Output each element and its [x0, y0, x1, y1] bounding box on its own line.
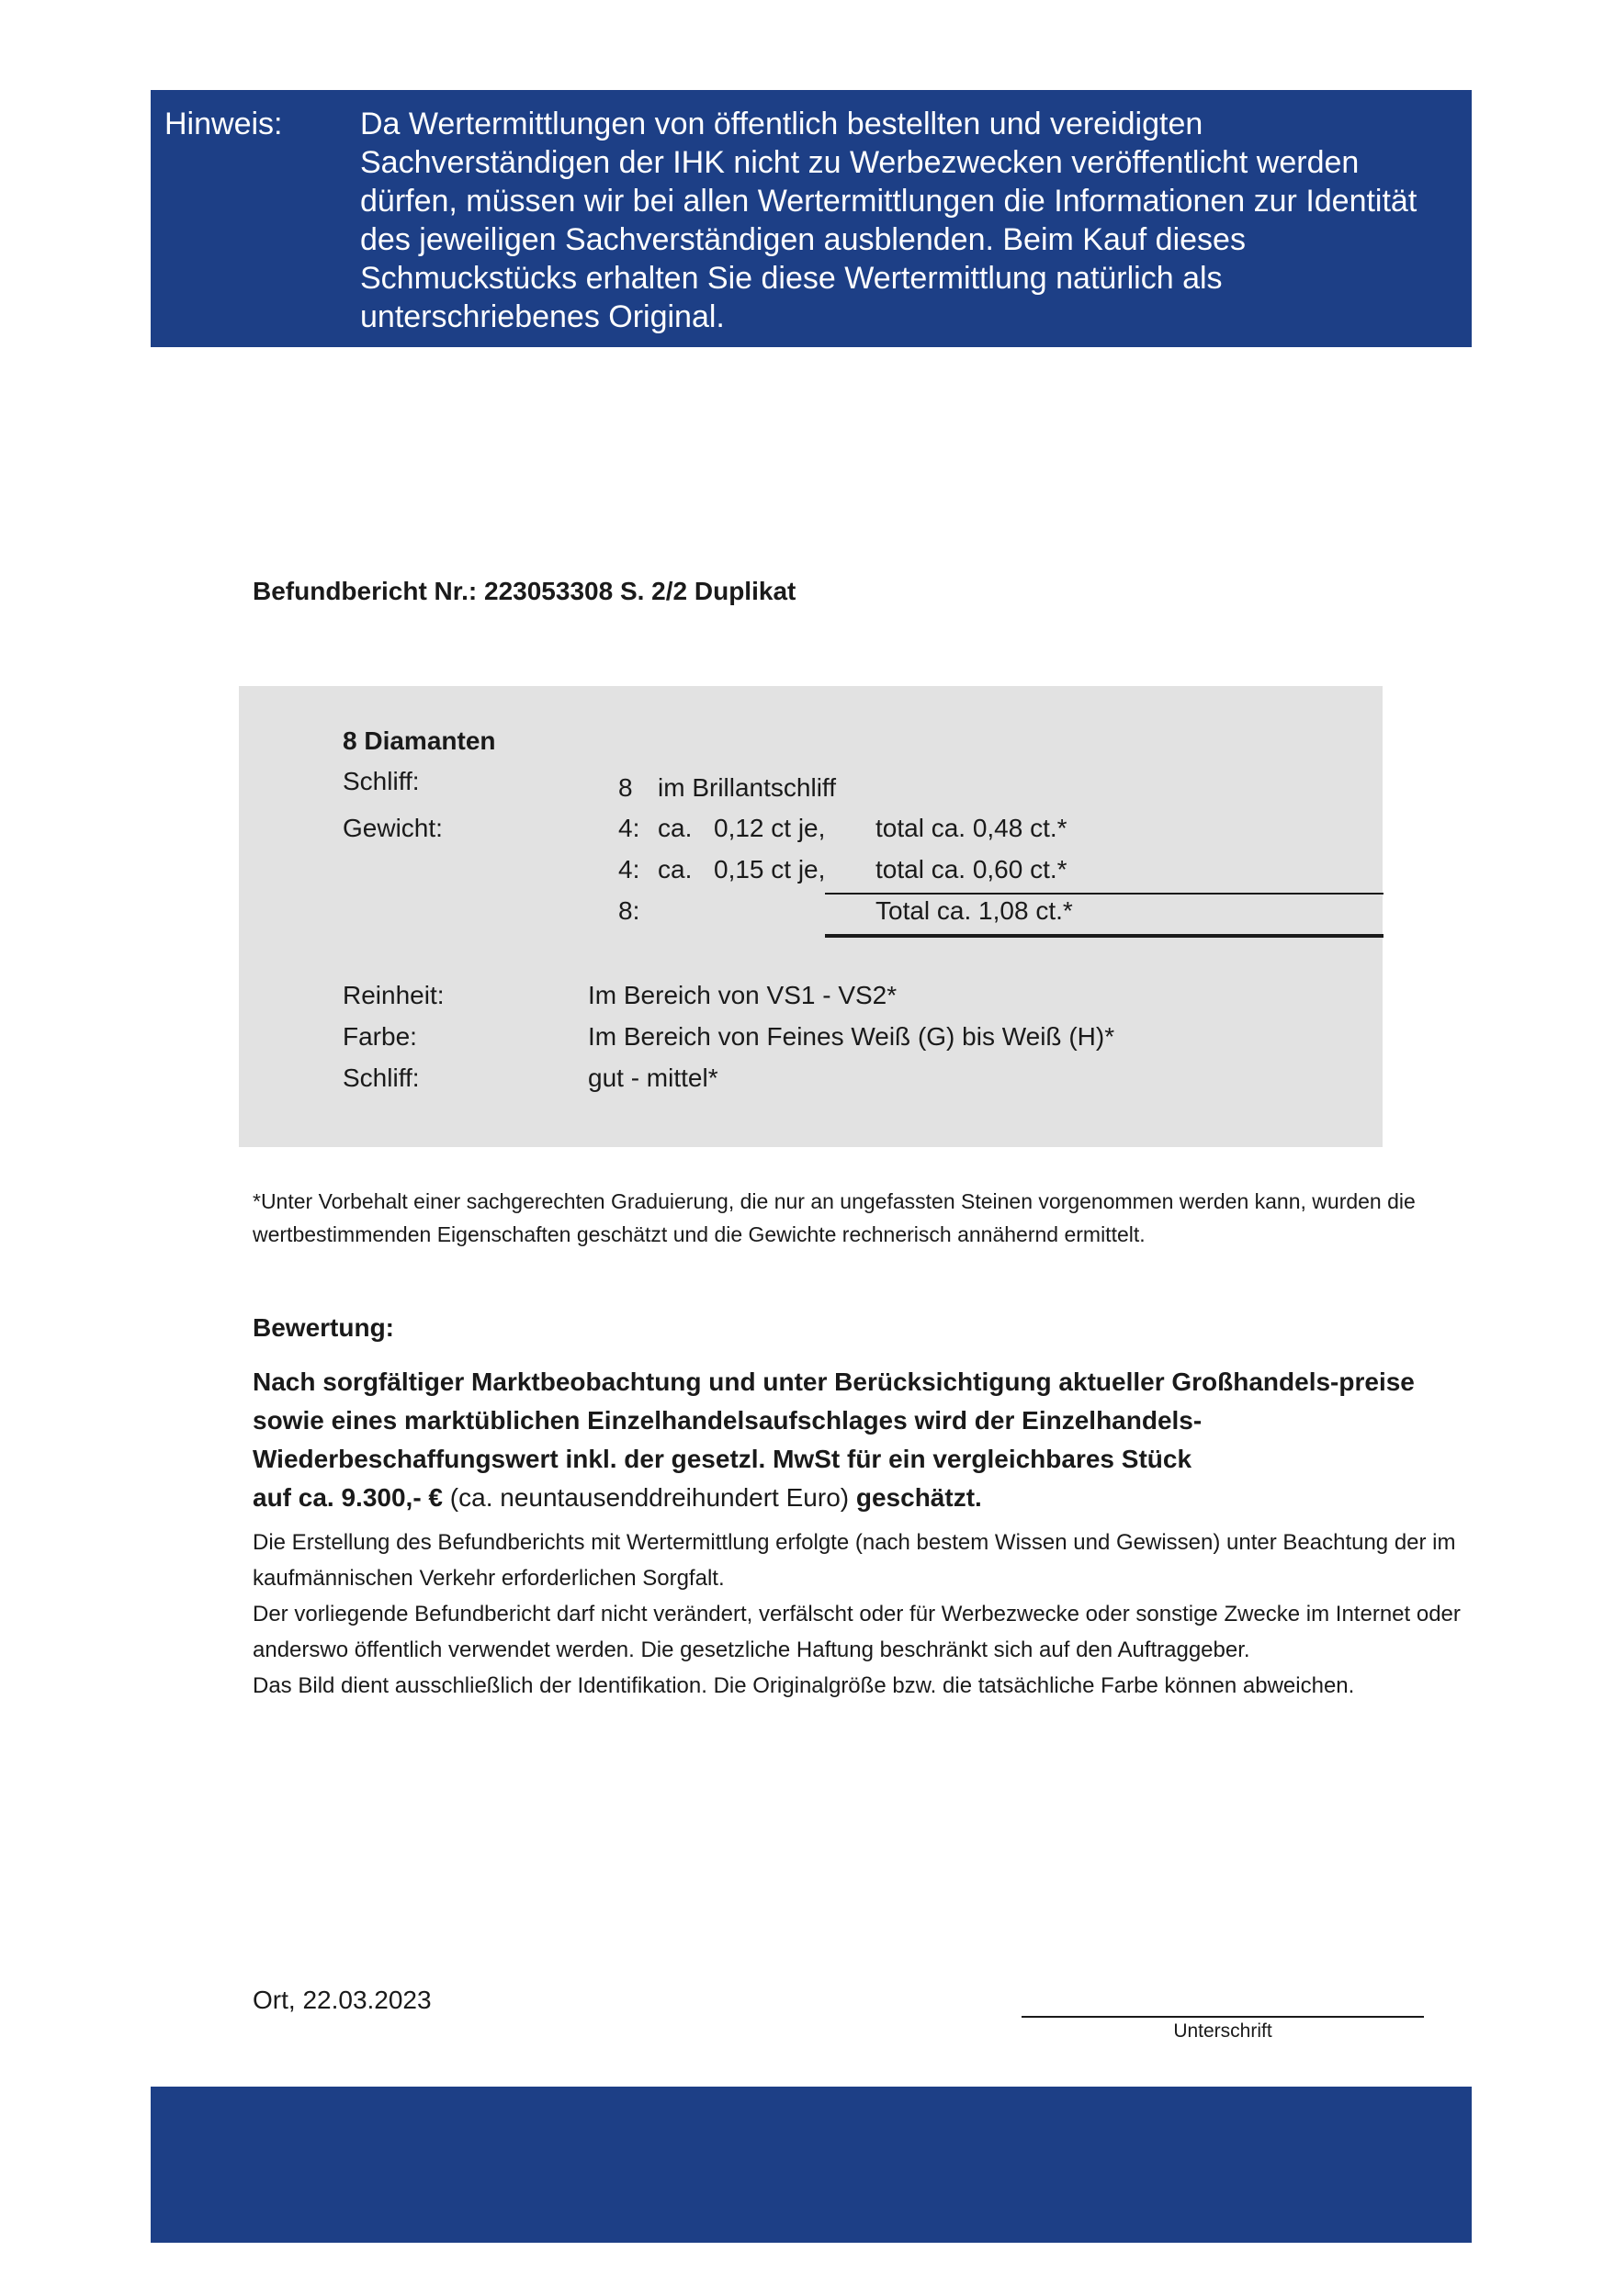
diamond-title: 8 Diamanten: [343, 726, 496, 755]
signature-label: Unterschrift: [1173, 2020, 1272, 2042]
disclaimer-paragraph: Die Erstellung des Befundberichts mit Wertermittlung erfolgte (nach bestem Wissen und Gewissen) unter Beachtung der im kaufmännischen Verkehr erforderlichen Sorgfalt.: [253, 1530, 1456, 1591]
report-title: Befundbericht Nr.: 223053308 S. 2/2 Duplikat: [253, 577, 796, 605]
clarity-label: Reinheit:: [343, 981, 445, 1009]
total-rule: [825, 934, 1383, 938]
weight-row-count: 4:: [618, 855, 640, 884]
weight-sum-count: 8:: [618, 896, 640, 925]
valuation-amount: auf ca. 9.300,- €: [253, 1483, 444, 1512]
notice-banner: [151, 90, 1472, 347]
cut-value: im Brillantschliff: [658, 773, 836, 802]
cut-grade-value: gut - mittel*: [588, 1064, 718, 1092]
disclaimer-block: [253, 1525, 1474, 1704]
valuation-closing: geschätzt.: [855, 1483, 982, 1512]
weight-row-total: total ca. 0,60 ct.*: [875, 855, 1067, 884]
place-date: Ort, 22.03.2023: [253, 1986, 432, 2014]
disclaimer-paragraph: Der vorliegende Befundbericht darf nicht verändert, verfälscht oder für Werbezwecke oder sonstige Zwecke im Internet oder anderswo öffentlich verwendet werden. Die gesetzliche Haftung beschränkt sich auf den Auftraggeber.: [253, 1602, 1461, 1662]
valuation-label: Bewertung:: [253, 1313, 394, 1342]
weight-row-per-stone: 0,15 ct je,: [714, 855, 826, 884]
cut-grade-label: Schliff:: [343, 1064, 420, 1092]
weight-row-total: total ca. 0,48 ct.*: [875, 814, 1067, 842]
disclaimer-paragraph: Das Bild dient ausschließlich der Identifikation. Die Originalgröße bzw. die tatsächliche Farbe können abweichen.: [253, 1673, 1355, 1698]
cut-label: Schliff:: [343, 767, 420, 795]
signature-line: [1022, 2016, 1424, 2018]
valuation-amount-words: (ca. neuntausenddreihundert Euro): [449, 1483, 850, 1512]
weight-label: Gewicht:: [343, 814, 443, 842]
subtotal-rule: [825, 893, 1383, 895]
notice-label: Hinweis:: [164, 107, 283, 141]
notice-text: Da Wertermittlungen von öffentlich bestellten und vereidigten Sachverständigen der IHK nicht zu Werbezwecken veröffentlicht werden dürfen, müssen wir bei allen Wertermittlungen die Informationen zur Identität des jeweiligen Sachverständigen ausblenden. Beim Kauf dieses Schmuckstücks erhalten Sie diese Wertermittlung natürlich als unterschriebenes Original.: [360, 107, 1417, 334]
weight-row-approx: ca.: [658, 855, 693, 884]
weight-row-approx: ca.: [658, 814, 693, 842]
valuation-statement: Nach sorgfältiger Marktbeobachtung und unter Berücksichtigung aktueller Großhandels-preise sowie eines marktüblichen Einzelhandelsaufschlages wird der Einzelhandels-Wiederbeschaffungswert inkl. der gesetzl. MwSt für ein vergleichbares Stück: [253, 1367, 1415, 1473]
weight-sum-total: Total ca. 1,08 ct.*: [875, 896, 1073, 925]
valuation-text: [253, 1363, 1465, 1517]
footer-bar: [151, 2087, 1472, 2243]
color-value: Im Bereich von Feines Weiß (G) bis Weiß (H)*: [588, 1022, 1115, 1051]
footnote: *Unter Vorbehalt einer sachgerechten Graduierung, die nur an ungefassten Steinen vorgenommen werden kann, wurden die wertbestimmenden Eigenschaften geschätzt und die Gewichte rechnerisch annähernd ermittelt.: [253, 1189, 1416, 1246]
color-label: Farbe:: [343, 1022, 417, 1051]
diamond-details-box: [239, 686, 1383, 1147]
clarity-value: Im Bereich von VS1 - VS2*: [588, 981, 898, 1009]
weight-row-per-stone: 0,12 ct je,: [714, 814, 826, 842]
cut-count: 8: [618, 773, 633, 802]
weight-row-count: 4:: [618, 814, 640, 842]
